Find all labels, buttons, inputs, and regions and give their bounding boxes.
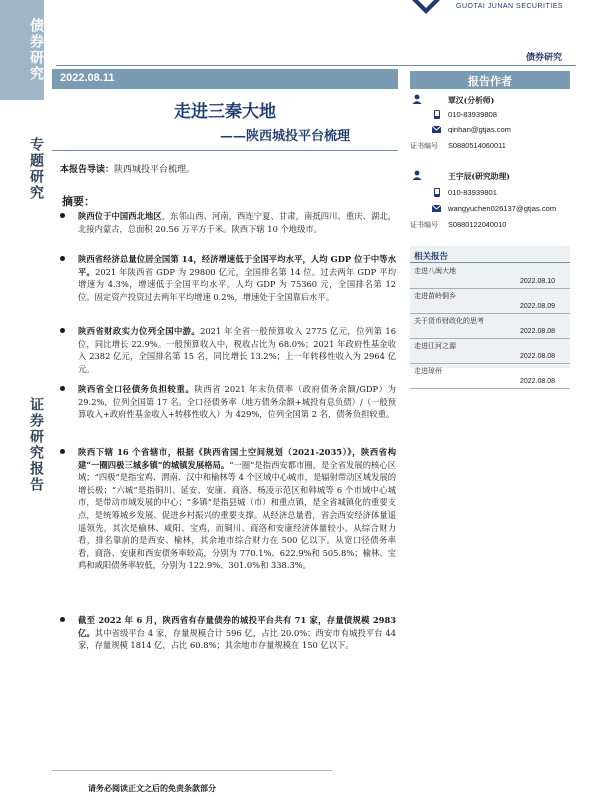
related-row-divider — [410, 363, 570, 364]
report-subtitle: ——陕西城投平台梳理 — [220, 129, 351, 144]
related-row-divider — [410, 338, 570, 339]
summary-item-lead: 陕西省全口径债务负担较重。 — [78, 384, 195, 394]
bullet-dot-icon — [60, 449, 65, 454]
summary-item-lead: 陕西省财政实力位列全国中游。 — [78, 326, 201, 336]
cert-label: 证书编号 — [410, 221, 438, 229]
author-cert: S0880514060011 — [448, 141, 506, 150]
related-report-title[interactable]: 走进琼州 — [414, 367, 442, 375]
author-email[interactable]: wangyuchen026137@gtjas.com — [448, 204, 557, 213]
bullet-dot-icon — [60, 256, 65, 261]
footer-divider — [52, 770, 332, 771]
phone-icon — [433, 110, 441, 119]
summary-item-lead: 陕西下辖 16 个省辖市，根据《陕西省国土空间规划（2021-2035）》，陕西省构建“一圈四极三城多镇”的城镇发展格局。 — [78, 447, 396, 470]
left-sidebar — [0, 0, 44, 800]
related-report-date: 2022.08.10 — [520, 278, 556, 285]
summary-item-text: 2021 年全省一般预算收入 2775 亿元，位列第 16 位，同比增长 22.9%。一般预算收入中，税收占比为 68.0%；2021 年政府性基金收入 2382 亿元，全国排名第 15 名，同比增长 13.2%；上一年转移性收入为 2964 亿元。 — [78, 326, 396, 374]
summary-item — [60, 253, 396, 303]
related-row-divider — [410, 313, 570, 314]
cert-label: 证书编号 — [410, 142, 438, 150]
title-divider — [52, 150, 398, 151]
sidebar-label-mid: 专题研究 — [28, 137, 44, 201]
summary-item — [60, 210, 396, 235]
author-name: 王宇辰(研究助理) — [448, 172, 510, 181]
related-row-divider — [410, 288, 570, 289]
related-divider — [410, 262, 570, 263]
report-lead — [60, 162, 195, 175]
summary-item-lead: 陕西省经济总量位居全国第 14，经济增速低于全国平均水平，人均 GDP 位于中等水平。 — [78, 254, 396, 277]
summary-item-text: “一圈”是指西安都市圈，是全省发展的核心区域；“四极”是指宝鸡、渭南、汉中和榆林等 4 个区域中心城市，是辐射带动区域发展的增长极；“六城”是指铜川、延安、安康、商洛、杨凌示范区和韩城等 6 个市域中心城市，是带动市域发展的中心；“多镇”是指县城（市）和重点镇，是全省城镇化的重要支点，是统筹城乡发展、促进乡村振兴的重要支撑。从经济总量看，省会西安经济体量遥遥领先，其次是榆林、咸阳、宝鸡，而铜川、商洛和安康经济体量较小。从综合财力看，排名靠前的是西安、榆林，其余地市综合财力在 500 亿以下。从宽口径债务率看，商洛、安康和西安债务率较高，分别为 770.1%、622.9%和 505.8%；榆林、宝鸡和咸阳债务率较低，分别为 122.9%、301.0%和 338.3%。 — [78, 459, 396, 571]
related-report-title[interactable]: 关于货币财政化的思考 — [414, 317, 484, 325]
related-report-title[interactable]: 走进江河之源 — [414, 342, 456, 350]
report-date: 2022.08.11 — [60, 72, 115, 84]
related-row-divider — [410, 388, 570, 389]
related-reports-title: 相关报告 — [414, 252, 449, 262]
summary-item-text: 陕西省 2021 年末负债率（政府债务余额/GDP）为 29.2%，位列全国第 17 名。全口径债务率（地方债务余额+城投有息负债）/（一般预算收入+政府性基金收入+转移性收入）为 429%，位列全国第 2 名，债务负担较重。 — [78, 384, 396, 420]
author-cert: S0880122040010 — [448, 220, 507, 229]
related-report-title[interactable]: 走进八闽大地 — [414, 267, 456, 275]
summary-item — [60, 325, 396, 375]
email-icon — [432, 126, 441, 133]
person-icon — [412, 170, 422, 180]
author-email[interactable]: qinhan@gtjas.com — [448, 125, 512, 134]
summary-item — [60, 383, 396, 421]
authors-title: 报告作者 — [468, 75, 512, 88]
related-report-date: 2022.08.08 — [520, 378, 556, 385]
sidebar-label-bottom: 证券研究报告 — [28, 397, 44, 493]
footer-disclaimer: 请务必阅读正文之后的免责条款部分 — [88, 783, 216, 793]
bullet-dot-icon — [60, 213, 65, 218]
summary-item-text: 其中省级平台 4 家，存量规模合计 596 亿，占比 20.0%；西安市有城投平台 44 家，存量规模 1814 亿，占比 60.8%；其余地市存量规模在 150 亿以下。 — [78, 627, 396, 651]
summary-item-text: ，东邻山西、河南，西连宁夏、甘肃，南抵四川、重庆、湖北，北接内蒙古，总面积 20.56 万平方千米。陕西下辖 10 个地级市。 — [78, 211, 396, 234]
related-report-title[interactable]: 走进苗岭侗乡 — [414, 292, 456, 300]
summary-item — [60, 614, 396, 652]
sidebar-label-top: 债券研究 — [28, 18, 44, 82]
related-report-date: 2022.08.09 — [520, 303, 556, 310]
author-phone: 010-83939801 — [448, 188, 497, 197]
related-report-date: 2022.08.08 — [520, 353, 556, 360]
email-icon — [432, 205, 441, 212]
summary-heading: 摘要： — [62, 195, 95, 208]
author-name: 覃汉(分析师) — [448, 96, 495, 105]
lead-text: 陕西城投平台梳理。 — [114, 165, 196, 175]
bullet-dot-icon — [60, 328, 65, 333]
bullet-dot-icon — [60, 617, 65, 622]
person-icon — [412, 94, 422, 104]
summary-item-lead: 截至 2022 年 6 月，陕西省有存量债券的城投平台共有 71 家，存量债规模 2983 亿。 — [78, 615, 396, 638]
header-section-label: 债券研究 — [526, 53, 563, 63]
company-logo-icon — [408, 0, 444, 14]
summary-item — [60, 446, 396, 572]
lead-label: 本报告导读： — [60, 165, 115, 175]
summary-item-lead: 陕西位于中国西北地区 — [78, 211, 162, 221]
summary-item-text: 2021 年陕西省 GDP 为 29800 亿元，全国排名第 14 位。过去两年 GDP 平均增速为 4.3%，增速低于全国平均水平。人均 GDP 为 75360 元，全国排名第 12 位。固定资产投资过去两年平均增速 0.2%，增速处于全国靠后水平。 — [78, 266, 396, 302]
related-report-date: 2022.08.08 — [520, 328, 556, 335]
report-title: 走进三秦大地 — [174, 102, 276, 122]
author-phone: 010-83939808 — [448, 110, 497, 119]
phone-icon — [433, 188, 441, 197]
header-divider — [56, 65, 576, 66]
logo-english-name: GUOTAI JUNAN SECURITIES — [456, 3, 564, 10]
bullet-dot-icon — [60, 386, 65, 391]
